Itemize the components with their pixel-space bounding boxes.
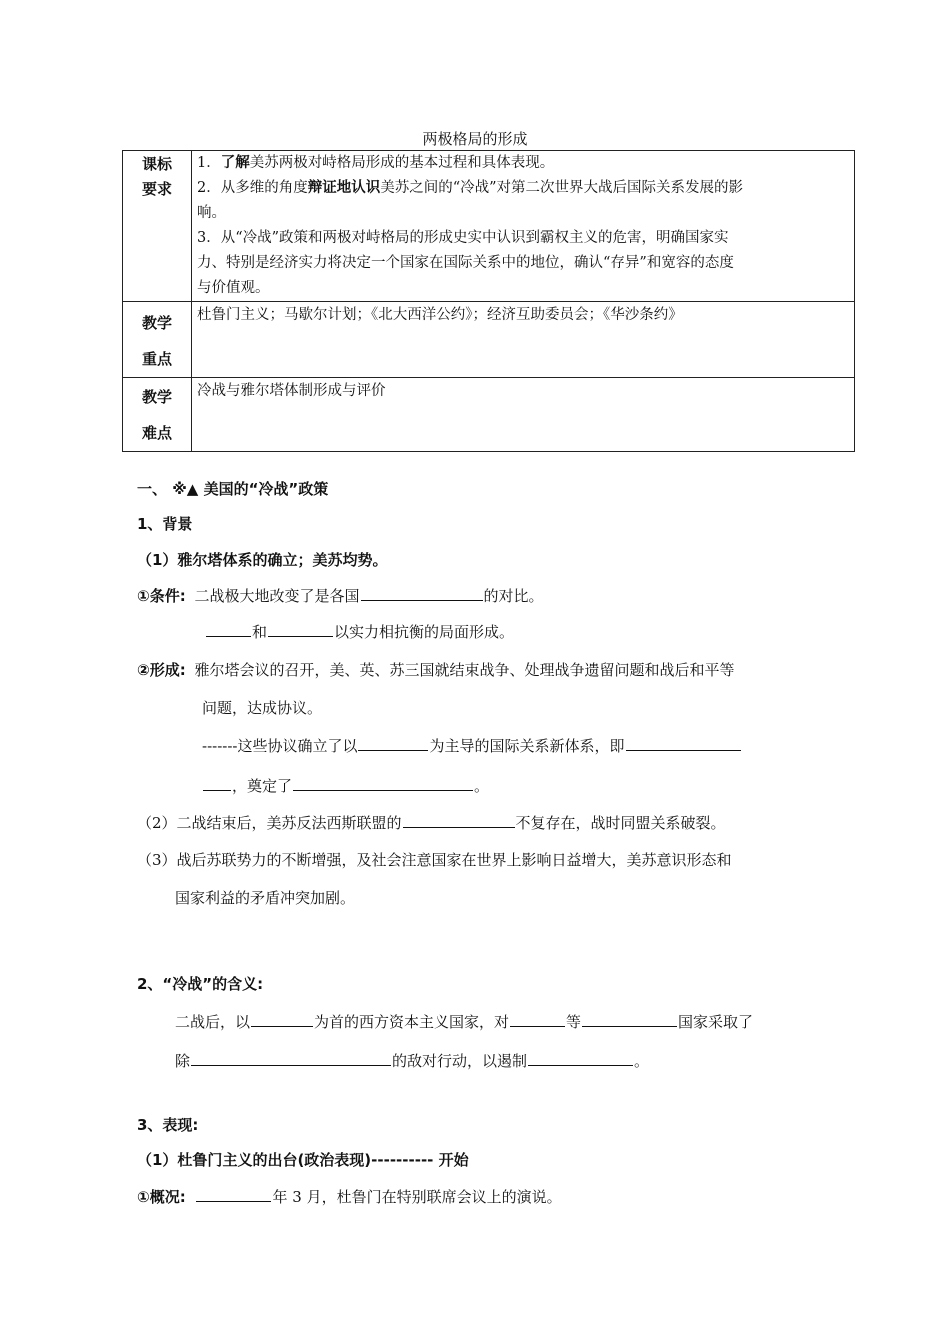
fill-blank [206, 623, 251, 637]
row-label: 教学 难点 [123, 378, 192, 452]
fill-blank [196, 1188, 271, 1202]
fill-blank [403, 814, 515, 828]
row-content: 杜鲁门主义；马歇尔计划；《北大西洋公约》；经济互助委员会；《华沙条约》 [192, 302, 855, 378]
paragraph: -------这些协议确立了以 为主导的国际关系新体系，即 [202, 735, 742, 756]
page-title: 两极格局的形成 [422, 130, 528, 148]
paragraph: 国家利益的矛盾冲突加剧。 [175, 889, 356, 907]
fill-blank [251, 1013, 313, 1027]
paragraph: ①概况: 年 3 月，杜鲁门在特别联席会议上的演说。 [137, 1188, 562, 1206]
fill-blank [361, 587, 483, 601]
paragraph: （2）二战结束后，美苏反法西斯联盟的 不复存在，战时同盟关系破裂。 [137, 814, 726, 832]
section-heading: 一、 ※▲ 美国的“冷战”政策 [137, 480, 329, 498]
row-label: 课标 要求 [123, 151, 192, 302]
row-label: 教学 重点 [123, 302, 192, 378]
subsection-heading: 3、表现: [137, 1116, 199, 1134]
fill-blank [203, 777, 231, 791]
fill-blank [510, 1013, 565, 1027]
paragraph: ①条件: 二战极大地改变了是各国 的对比。 [137, 587, 544, 605]
paragraph: ，奠定了 。 [202, 775, 489, 796]
fill-blank [191, 1052, 391, 1066]
subsection-heading: 2、“冷战”的含义: [137, 975, 264, 993]
subsection-heading: 1、背景 [137, 515, 193, 533]
fill-blank [358, 737, 428, 751]
fill-blank [626, 737, 741, 751]
paragraph: 除 的敌对行动，以遏制 。 [175, 1052, 650, 1070]
paragraph: 和 以实力相抗衡的局面形成。 [205, 621, 514, 642]
table-row [123, 151, 855, 302]
paragraph: 二战后，以 为首的西方资本主义国家，对 等 国家采取了 [175, 1013, 754, 1031]
row-content: 冷战与雅尔塔体制形成与评价 [192, 378, 855, 452]
fill-blank [293, 777, 473, 791]
table-row [123, 378, 855, 452]
subsection-heading: （1）杜鲁门主义的出台(政治表现)---------- 开始 [137, 1151, 469, 1169]
paragraph: 问题，达成协议。 [202, 699, 323, 717]
row-content: 1．了解美苏两极对峙格局形成的基本过程和具体表现。 2．从多维的角度辩证地认识美苏之间的“冷战”对第二次世界大战后国际关系发展的影 响。 3．从“冷战”政策和两极对峙格局的形成史实中认识到霸权主义的危害，明确国家实 力、特别是经济实力将决定一个国家在国际关系中的地位，确认“存异”和宽容的态度 与价值观。 [192, 151, 855, 302]
table-row [123, 302, 855, 378]
subsection-heading: （1）雅尔塔体系的确立；美苏均势。 [137, 551, 388, 569]
fill-blank [528, 1052, 633, 1066]
fill-blank [268, 623, 333, 637]
fill-blank [582, 1013, 677, 1027]
curriculum-table [122, 150, 855, 452]
paragraph: ②形成: 雅尔塔会议的召开，美、英、苏三国就结束战争、处理战争遗留问题和战后和平等 [137, 661, 735, 679]
paragraph: （3）战后苏联势力的不断增强，及社会注意国家在世界上影响日益增大，美苏意识形态和 [137, 851, 732, 869]
